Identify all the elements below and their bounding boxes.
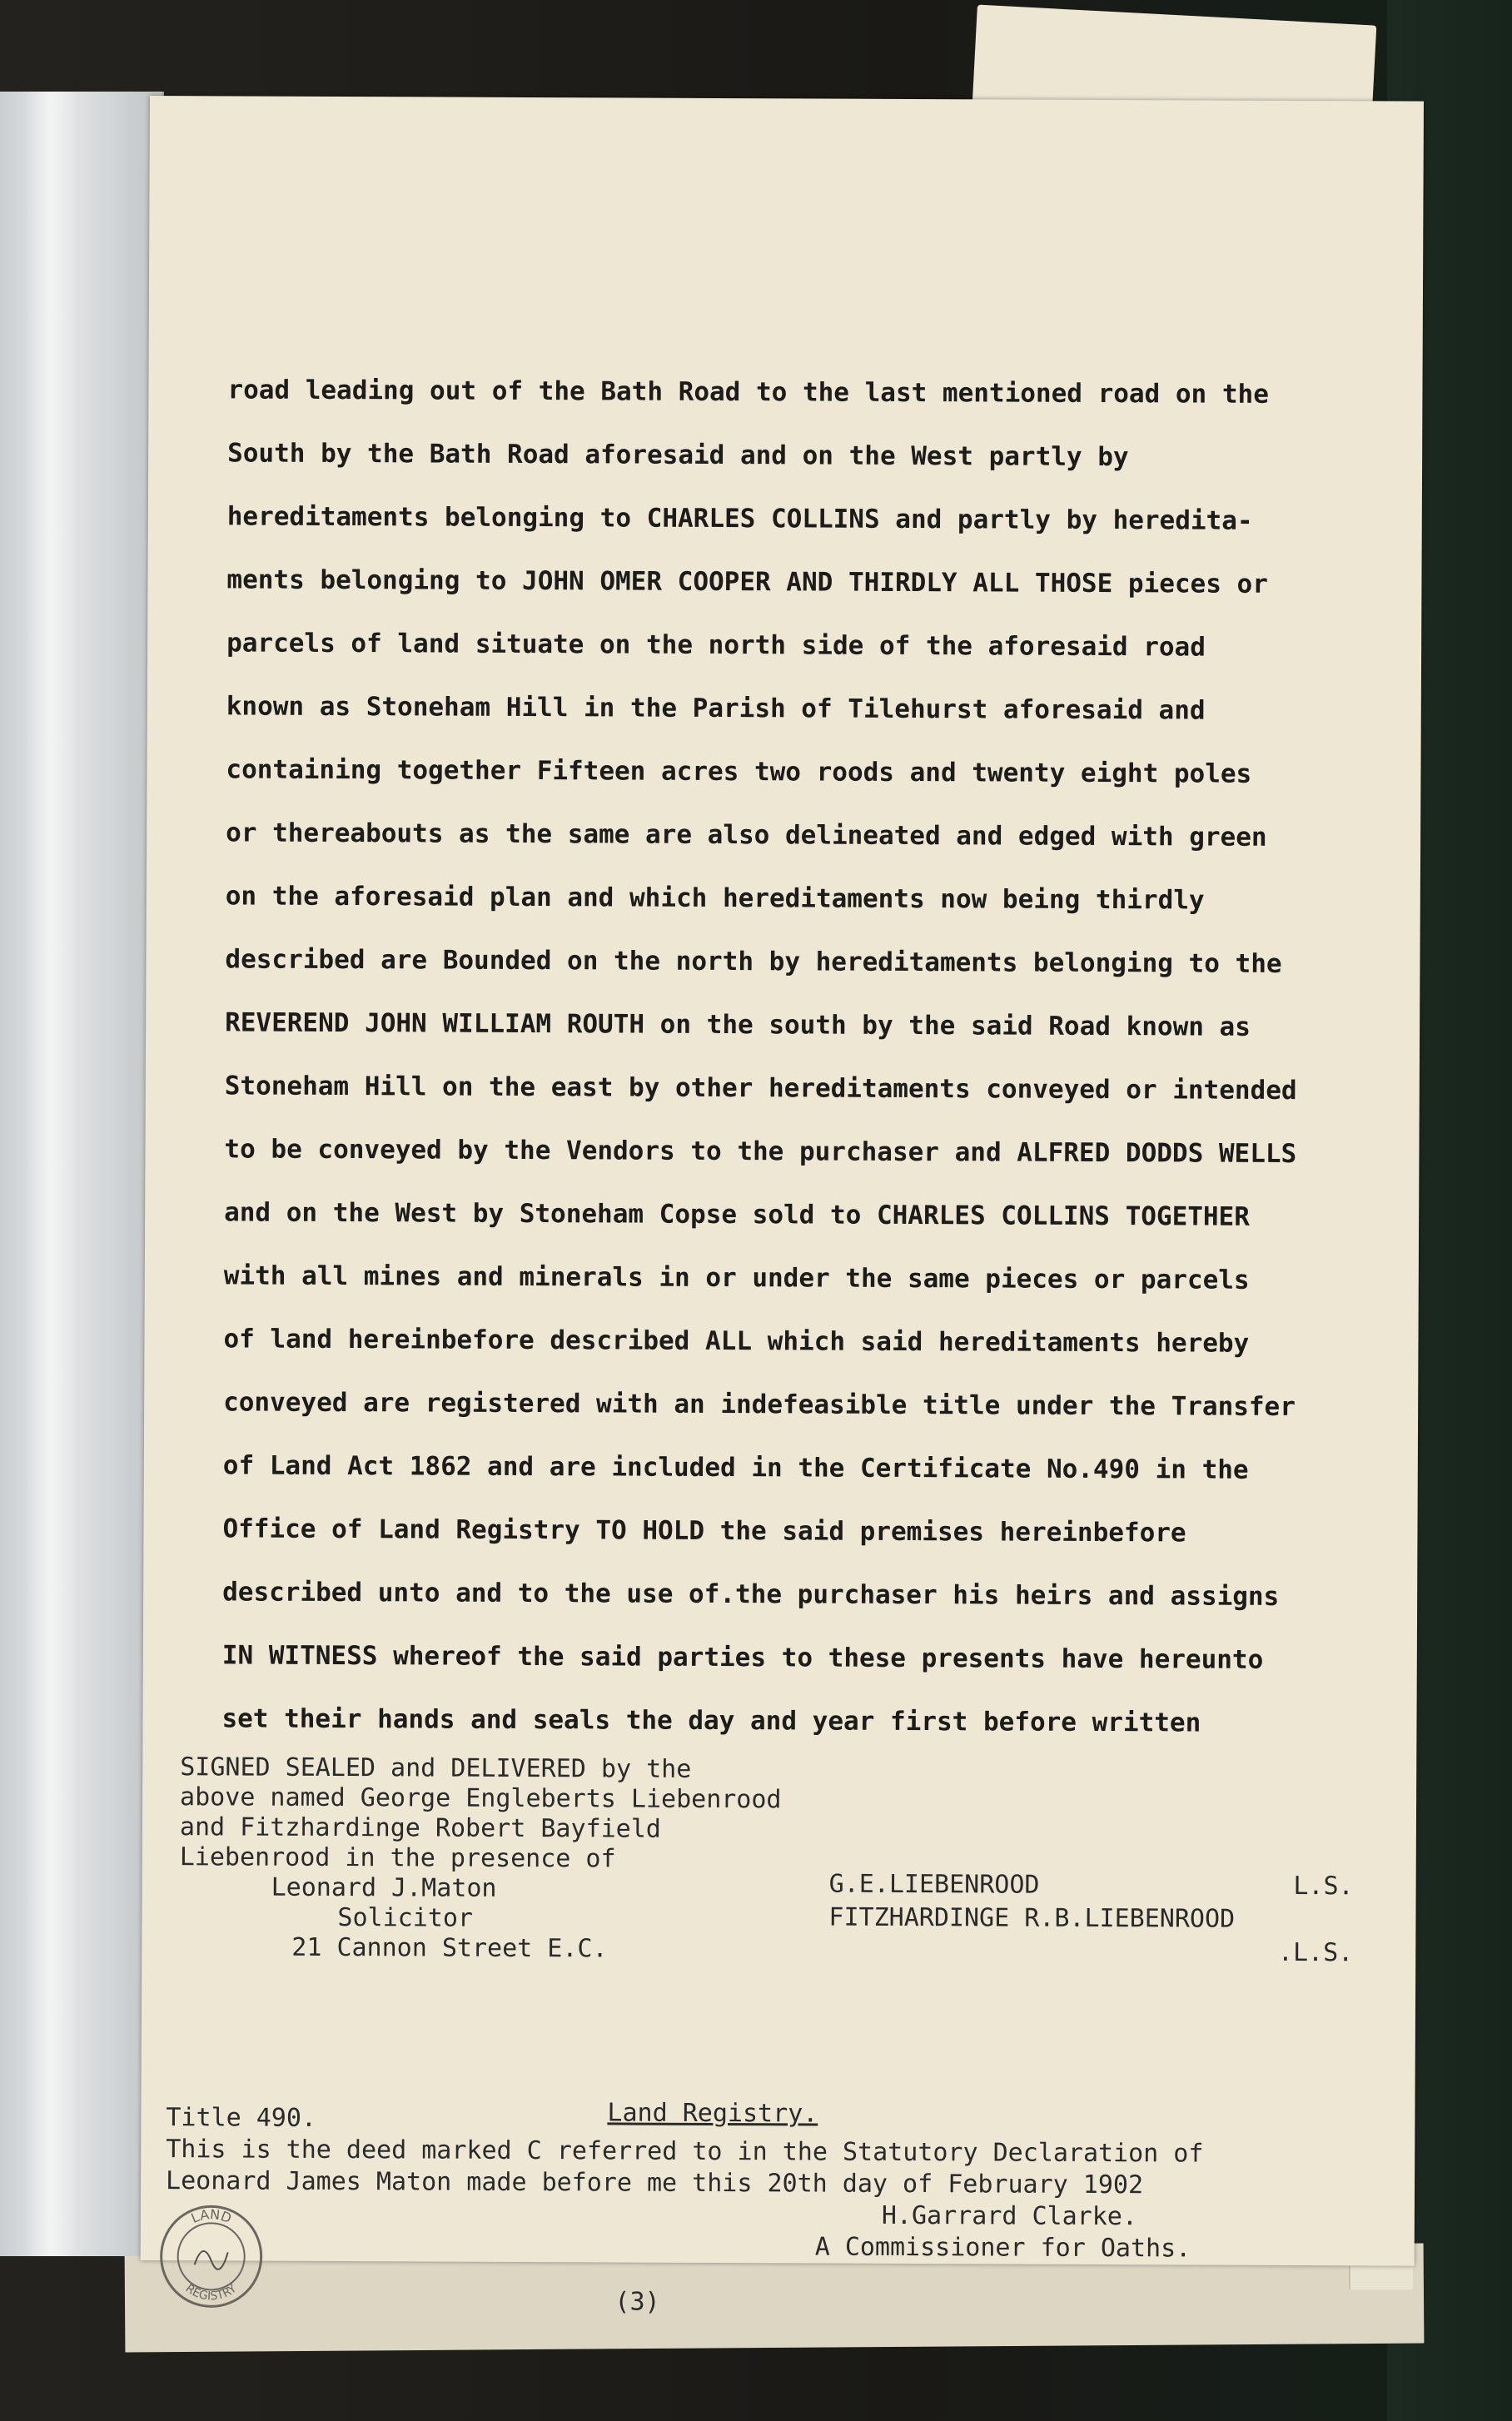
seal-mark: L.S. (1293, 1872, 1354, 1902)
deed-page (141, 96, 1424, 2317)
deed-line: IN WITNESS whereof the said parties to these presents have hereunto (221, 1640, 1264, 1675)
attestation-line: SIGNED SEALED and DELIVERED by the (180, 1752, 692, 1784)
signatory-row (828, 1935, 1361, 1971)
attestation-line: and Fitzhardinge Robert Bayfield (179, 1812, 661, 1844)
deed-body-text (221, 358, 1376, 1755)
deed-line: described are Bounded on the north by hereditaments belonging to the (225, 944, 1282, 979)
deed-line: or thereabouts as the same are also delineated and edged with green (226, 818, 1267, 853)
registry-line: Leonard James Maton made before me this 20th day of February 1902 (165, 2166, 1144, 2200)
registry-title: Title 490. (166, 2103, 317, 2133)
signatory-name: FITZHARDINGE R.B.LIEBENROOD (828, 1902, 1236, 1934)
seal-mark (1353, 1903, 1361, 1936)
deed-line: road leading out of the Bath Road to the last mentioned road on the (227, 375, 1269, 410)
deed-line: with all mines and minerals in or under the same pieces or parcels (223, 1260, 1250, 1295)
svg-text:REGISTRY (183, 2282, 240, 2304)
land-registry-stamp (157, 2202, 266, 2311)
signatory-row (828, 1902, 1361, 1937)
deed-line: set their hands and seals the day and year first before written (221, 1703, 1201, 1738)
signatory-row (829, 1868, 1362, 1904)
registry-heading: Land Registry. (607, 2098, 818, 2129)
stamp-bottom-text: REGISTRY (182, 2281, 240, 2304)
deed-line: Office of Land Registry TO HOLD the said premises hereinbefore (222, 1514, 1186, 1549)
deed-line: South by the Bath Road aforesaid and on the West partly by (227, 438, 1129, 473)
deed-line: known as Stoneham Hill in the Parish of Tilehurst aforesaid and (226, 691, 1206, 726)
deed-line: Stoneham Hill on the east by other hereditaments conveyed or intended (224, 1071, 1297, 1106)
deed-line: hereditaments belonging to CHARLES COLLINS and partly by heredita- (226, 501, 1253, 536)
deed-line: parcels of land situate on the north side of the aforesaid road (226, 628, 1206, 663)
deed-line: of Land Act 1862 and are included in the Certificate No.490 in the (222, 1450, 1249, 1485)
witness-address: 21 Cannon Street E.C. (291, 1932, 608, 1964)
deed-line: conveyed are registered with an indefeasible title under the Transfer (223, 1387, 1296, 1423)
signatory-name: G.E.LIEBENROOD (828, 1869, 1040, 1900)
attestation-line: Liebenrood in the presence of (179, 1842, 616, 1874)
signatories (828, 1868, 1362, 1971)
deed-line: of land hereinbefore described ALL which said hereditaments hereby (223, 1324, 1250, 1359)
deed-line: REVEREND JOHN WILLIAM ROUTH on the south by the said Road known as (225, 1007, 1251, 1042)
attestation-clause (179, 1752, 929, 1966)
deed-line: containing together Fifteen acres two roods and twenty eight poles (226, 754, 1252, 789)
seal-mark: .L.S. (1277, 1937, 1354, 1968)
deed-line: to be conveyed by the Vendors to the purchaser and ALFRED DODDS WELLS (224, 1134, 1297, 1170)
witness-title: Solicitor (337, 1903, 474, 1933)
registry-endorsement (165, 2098, 1349, 2265)
stamp-top-text: LAND (188, 2206, 234, 2227)
deed-line: described unto and to the use of.the purchaser his heirs and assigns (222, 1577, 1280, 1612)
commissioner-name: H.Garrard Clarke. (881, 2200, 1138, 2232)
attestation-line: above named George Engleberts Liebenrood (180, 1782, 782, 1815)
deed-line: ments belonging to JOHN OMER COOPER AND THIRDLY ALL THOSE pieces or (226, 564, 1268, 599)
deed-line: on the aforesaid plan and which hereditaments now being thirdly (225, 881, 1205, 916)
witness-name: Leonard J.Maton (271, 1872, 497, 1903)
deed-line: and on the West by Stoneham Copse sold to CHARLES COLLINS TOGETHER (224, 1197, 1251, 1232)
plastic-sleeve (0, 92, 164, 2256)
page-number: (3) (614, 2287, 660, 2317)
commissioner-title: A Commissioner for Oaths. (814, 2232, 1191, 2264)
registry-line: This is the deed marked C referred to in the Statutory Declaration of (166, 2135, 1204, 2169)
